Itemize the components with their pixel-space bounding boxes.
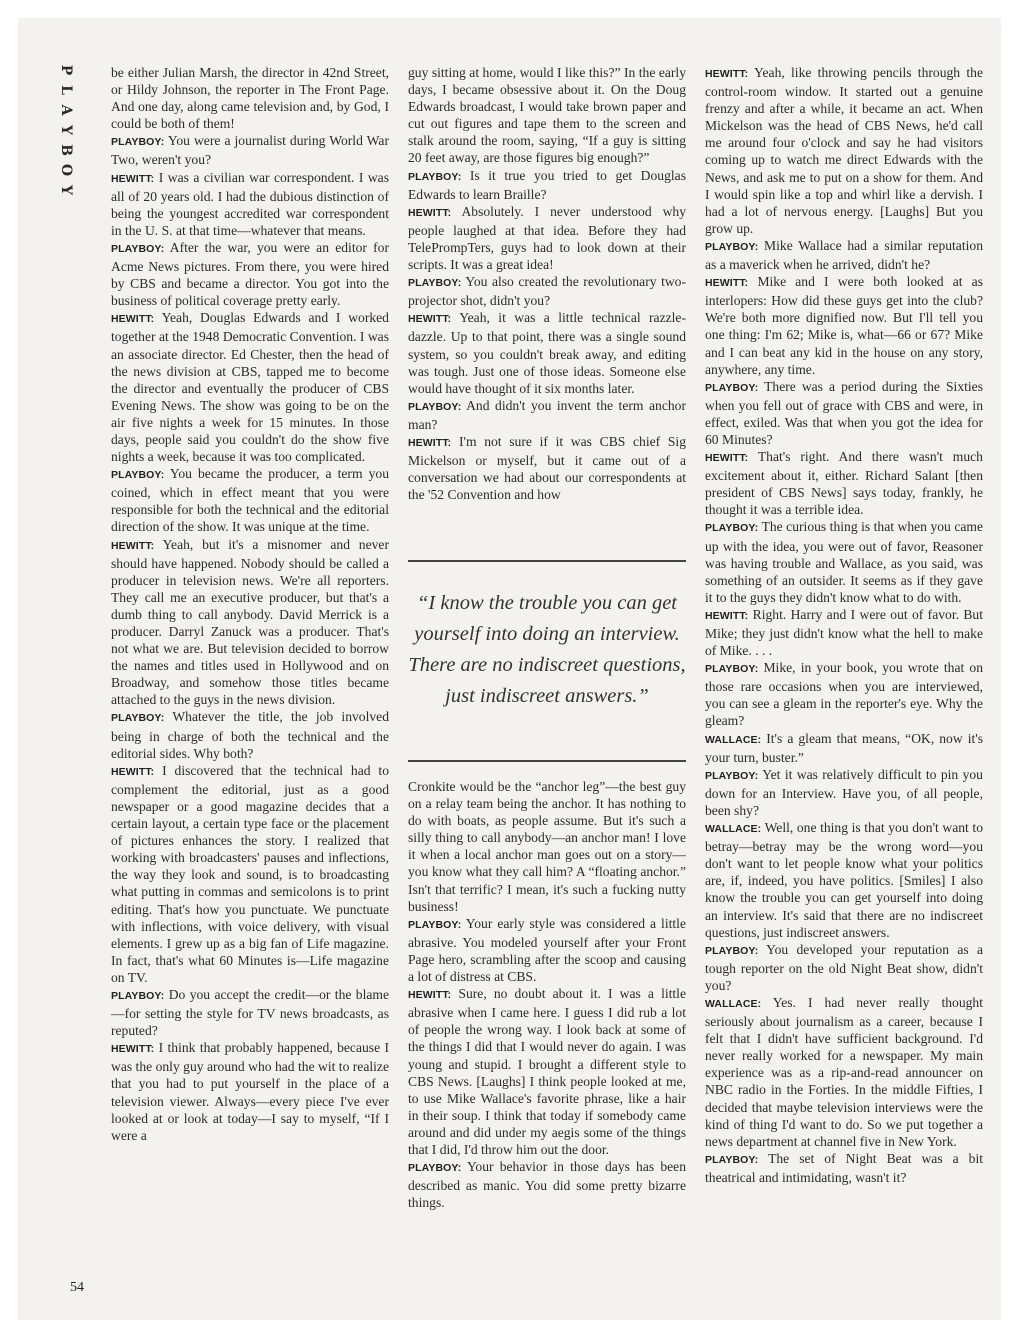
interview-paragraph: [111, 986, 389, 1039]
paragraph-text: You were a journalist during World War Two, weren't you?: [111, 133, 389, 168]
interview-paragraph: [705, 941, 983, 994]
interview-paragraph: [408, 167, 686, 203]
speaker-label: HEWITT:: [705, 609, 749, 622]
speaker-label: PLAYBOY:: [408, 277, 462, 290]
interview-paragraph: [111, 132, 389, 168]
speaker-label: PLAYBOY:: [408, 400, 462, 413]
interview-paragraph: [705, 606, 983, 659]
speaker-label: HEWITT:: [111, 1043, 155, 1056]
interview-paragraph: [705, 378, 983, 448]
paragraph-text: There was a period during the Sixties when you fell out of grace with CBS and were, in effect, exiled. Was that when you got the idea for 60 Minutes?: [705, 378, 983, 447]
interview-paragraph: [705, 819, 983, 941]
speaker-label: PLAYBOY:: [705, 522, 759, 535]
paragraph-text: Absolutely. I never understood why people laughed at that idea. Before they had TelePrompTers, guys had to look down at their scripts. It was a great idea!: [408, 203, 686, 273]
paragraph-text: Yes. I had never really thought seriously about journalism as a career, because I felt that I didn't have sufficient background. I'd never really worked for a newspaper. My main experience was as a rip-and-read announcer on NBC radio in the Forties. In the middle Fifties, I decided that maybe television interviews were the kind of thing I'd want to do. So we put together a news department at channel five in New York.: [705, 994, 983, 1149]
speaker-label: HEWITT:: [408, 313, 452, 326]
interview-paragraph: [705, 1150, 983, 1186]
speaker-label: PLAYBOY:: [111, 469, 165, 482]
magazine-logo-vertical: [54, 60, 78, 200]
speaker-label: HEWITT:: [705, 68, 749, 80]
paragraph-text: And didn't you invent the term anchor man?: [408, 397, 686, 432]
speaker-label: WALLACE:: [705, 997, 762, 1010]
paragraph-text: You became the producer, a term you coined, which in effect meant that you were responsible for both the technical and the editorial direction of the show. It was unique at the time.: [111, 466, 389, 535]
paragraph-text: You also created the revolutionary two-projector shot, didn't you?: [408, 274, 686, 309]
speaker-label: HEWITT:: [705, 452, 749, 465]
pull-quote: “I know the trouble you can get yourself into doing an interview. There are no indiscreet questions, just indiscreet answers.”: [408, 592, 686, 707]
interview-paragraph: [408, 273, 686, 309]
paragraph-text: After the war, you were an editor for Acme News pictures. From there, you were hired by CBS and became a director. You got into the business of political coverage pretty early.: [111, 239, 389, 309]
paragraph-text: be either Julian Marsh, the director in 42nd Street, or Hildy Johnson, the reporter in The Front Page. And one day, along came television and, by God, I could be both of them!: [111, 65, 389, 132]
speaker-label: HEWITT:: [408, 989, 452, 1002]
speaker-label: WALLACE:: [705, 733, 762, 746]
logo-letter: O: [58, 163, 74, 177]
speaker-label: HEWITT:: [111, 313, 155, 326]
paragraph-text: The set of Night Beat was a bit theatrical and intimidating, wasn't it?: [705, 1150, 984, 1185]
interview-paragraph: [705, 64, 983, 237]
interview-paragraph: [408, 397, 686, 433]
interview-paragraph: [705, 994, 983, 1150]
speaker-label: PLAYBOY:: [705, 1153, 759, 1166]
paragraph-text: Is it true you tried to get Douglas Edwards to learn Braille?: [408, 167, 686, 202]
interview-paragraph: [408, 64, 686, 167]
interview-paragraph: [111, 708, 389, 761]
interview-paragraph: [111, 536, 389, 709]
logo-letter: B: [58, 144, 74, 156]
paragraph-text: I think that probably happened, because I was the only guy around who had the wit to realize that you had to put yourself in the place of a television viewer. Always—every piece I've ever looked at or look at today—I say to myself, “If I were a: [111, 1040, 389, 1143]
speaker-label: PLAYBOY:: [705, 663, 759, 676]
paragraph-text: Yeah, Douglas Edwards and I worked together at the 1948 Democratic Convention. I was an associate director. Ed Chester, then the head of the news division at CBS, tapped me to become the director and eventually the producer of CBS Evening News. The show was going to be on the air five nights a week for 15 minutes. In those days, people said you couldn't do the show five nights a week, because it was too complicated.: [111, 310, 389, 465]
speaker-label: PLAYBOY:: [111, 989, 165, 1002]
logo-letter: A: [58, 104, 74, 116]
speaker-label: HEWITT:: [408, 436, 452, 449]
interview-paragraph: [705, 273, 983, 378]
speaker-label: HEWITT:: [111, 539, 155, 552]
text-column-2-top: [408, 64, 686, 503]
page-number: 54: [70, 1280, 84, 1295]
paragraph-text: Cronkite would be the “anchor leg”—the best guy on a relay team being the anchor. It has nothing to do with boats, as people assume. But it's such a silly thing to call anybody—an anchor man! I love it when a local anchor man goes out on a story—you know what they call him? A “floating anchor.” Isn't that terrific? I mean, it's such a fucking nutty business!: [408, 779, 686, 914]
paragraph-text: Your behavior in those days has been described as manic. You did some pretty bizarre things.: [408, 1159, 686, 1211]
paragraph-text: Sure, no doubt about it. I was a little abrasive when I came here. I guess I did rub a lot of people the wrong way. I look back at some of the things I did that I would never do again. I was young and stupid. I brought a different style to CBS News. [Laughs] I think people looked at me, to use Mike Wallace's favorite phrase, like a hair in their soup. I think that today if somebody came around and did under my aegis some of the things that I did, I'd throw him out the door.: [408, 986, 686, 1157]
interview-paragraph: [111, 465, 389, 535]
interview-paragraph: [408, 433, 686, 503]
logo-letter: Y: [58, 125, 74, 135]
paragraph-text: Right. Harry and I were out of favor. But Mike; they just didn't know what the hell to make of Mike. . . .: [705, 606, 983, 659]
speaker-label: PLAYBOY:: [111, 712, 165, 725]
paragraph-text: Mike, in your book, you wrote that on those rare occasions when you are interviewed, you can see a gleam in the reporter's eye. Why the gleam?: [705, 660, 983, 729]
paragraph-text: Mike and I were both looked at as interlopers: How did these guys get into the club? We're both more dignified now. But I'll tell you one thing: I'm 62; Mike is, what—66 or 67? Mike and I can beat any kid in the house on any story, anywhere, any time.: [705, 274, 983, 377]
speaker-label: WALLACE:: [705, 823, 762, 836]
interview-paragraph: [408, 915, 686, 985]
interview-paragraph: [408, 985, 686, 1158]
paragraph-text: Well, one thing is that you don't want to betray—betray may be the wrong word—you don't want to let people know what your politics are, if, indeed, you have politics. [Smiles] I also know the trouble you can get yourself into doing an interview. It's said that there are no indiscreet questions, just indiscreet answers.: [705, 820, 983, 940]
interview-paragraph: [111, 239, 389, 309]
interview-paragraph: [705, 659, 983, 729]
pull-quote-box: [408, 560, 686, 762]
logo-letter: P: [58, 64, 74, 76]
paragraph-text: It's a gleam that means, “OK, now it's your turn, buster.”: [705, 730, 983, 765]
speaker-label: PLAYBOY:: [705, 944, 759, 957]
interview-paragraph: [705, 766, 983, 819]
logo-letter: Y: [58, 185, 74, 195]
text-column-1: [111, 64, 389, 1144]
speaker-label: PLAYBOY:: [408, 1162, 462, 1175]
interview-paragraph: [705, 518, 983, 605]
speaker-label: PLAYBOY:: [408, 918, 462, 931]
interview-paragraph: [111, 64, 389, 132]
text-column-2-bottom: [408, 778, 686, 1211]
interview-paragraph: [705, 237, 983, 273]
speaker-label: PLAYBOY:: [705, 769, 759, 782]
speaker-label: HEWITT:: [111, 765, 155, 778]
paragraph-text: That's right. And there wasn't much excitement about it, either. Richard Salant [then president of CBS News] says today, frankly, he thought it was a terrible idea.: [705, 449, 983, 518]
paragraph-text: You developed your reputation as a tough reporter on the old Night Beat show, didn't you?: [705, 941, 983, 993]
speaker-label: HEWITT:: [705, 277, 749, 290]
interview-paragraph: [111, 309, 389, 465]
paragraph-text: I discovered that the technical had to complement the editorial, just as a good newspaper or a good magazine decides that a certain layout, a certain type face or the placement of pictures enhances the story. I realized that working with broadcasters' pauses and inflections, the way they look and sound, is to broadcasting what putting in commas and semicolons is to print editing. That's how you punctuate. We punctuate with inflections, with voice delivery, with visual elements. I grew up as a big fan of Life magazine. In fact, that's what 60 Minutes is—Life magazine on TV.: [111, 762, 389, 985]
paragraph-text: The curious thing is that when you came up with the idea, you were out of favor, Reasoner was having trouble and Wallace, as you said, was something of an outsider. It seems as if they gave it to the guys they didn't know what to do with.: [705, 519, 983, 605]
paragraph-text: Mike Wallace had a similar reputation as a maverick when he arrived, didn't he?: [705, 237, 983, 273]
interview-paragraph: [408, 778, 686, 915]
speaker-label: PLAYBOY:: [705, 381, 759, 394]
interview-paragraph: [111, 1039, 389, 1144]
speaker-label: HEWITT:: [111, 172, 155, 185]
speaker-label: PLAYBOY:: [408, 170, 462, 183]
paragraph-text: I was a civilian war correspondent. I was all of 20 years old. I had the dubious distinction of being the youngest accredited war correspondent in the U. S. at that time—whatever that means.: [111, 169, 389, 238]
paragraph-text: Your early style was considered a little abrasive. You modeled yourself after your Front Page hero, scrambling after the scoop and causing a lot of distress at CBS.: [408, 915, 686, 985]
speaker-label: PLAYBOY:: [111, 136, 165, 149]
interview-paragraph: [111, 169, 389, 239]
interview-paragraph: [408, 1158, 686, 1211]
interview-paragraph: [408, 309, 686, 396]
interview-paragraph: [705, 448, 983, 518]
paragraph-text: I'm not sure if it was CBS chief Sig Mickelson or myself, but it came out of a conversation we had about our correspondents at the '52 Convention and how: [408, 433, 686, 503]
interview-paragraph: [705, 730, 983, 766]
interview-paragraph: [408, 203, 686, 273]
interview-paragraph: [111, 762, 389, 986]
text-column-3: [705, 64, 983, 1186]
paragraph-text: guy sitting at home, would I like this?” In the early days, I became obsessive about it. On the Doug Edwards broadcast, I would take brown paper and cut out figures and tape them to the screen and stalk around the room, saying, “If a guy is sitting 20 feet away, are those figures big enough?”: [408, 65, 686, 166]
paragraph-text: Yeah, it was a little technical razzle-dazzle. Up to that point, there was a single sound system, so you couldn't break away, and editing was tough. Just one of those ideas. Someone else would have thought of it six months later.: [408, 310, 686, 396]
speaker-label: PLAYBOY:: [705, 240, 759, 253]
paragraph-text: Do you accept the credit—or the blame—for setting the style for TV news broadcasts, as reputed?: [111, 986, 389, 1039]
paragraph-text: Yet it was relatively difficult to pin you down for an Interview. Have you, of all people, been shy?: [705, 766, 983, 818]
paragraph-text: Whatever the title, the job involved being in charge of both the technical and the editorial sides. Why both?: [111, 709, 389, 761]
paragraph-text: Yeah, like throwing pencils through the control-room window. It started out a genuine frenzy and after a while, it became an act. When Mickelson was the head of CBS News, he'd call me around four o'clock and say he had visitors coming up to watch me direct Edwards with the News, and ask me to put on a show for them. And I would spin like a top and whirl like a dervish. I had a lot of nervous energy. [Laughs] But you grow up.: [705, 65, 983, 236]
logo-letter: L: [58, 85, 74, 95]
speaker-label: HEWITT:: [408, 206, 452, 219]
magazine-page: [18, 18, 1001, 1320]
paragraph-text: Yeah, but it's a misnomer and never should have happened. Nobody should be called a producer in television news. We're all reporters. They call me an executive producer, but that's a dumb thing to call anybody. David Merrick is a producer. Darryl Zanuck was a producer. That's not what we are. But television decided to borrow the names and titles used in Hollywood and on Broadway, and somehow those titles became attached to the guys in the news division.: [111, 536, 389, 708]
speaker-label: PLAYBOY:: [111, 242, 165, 255]
